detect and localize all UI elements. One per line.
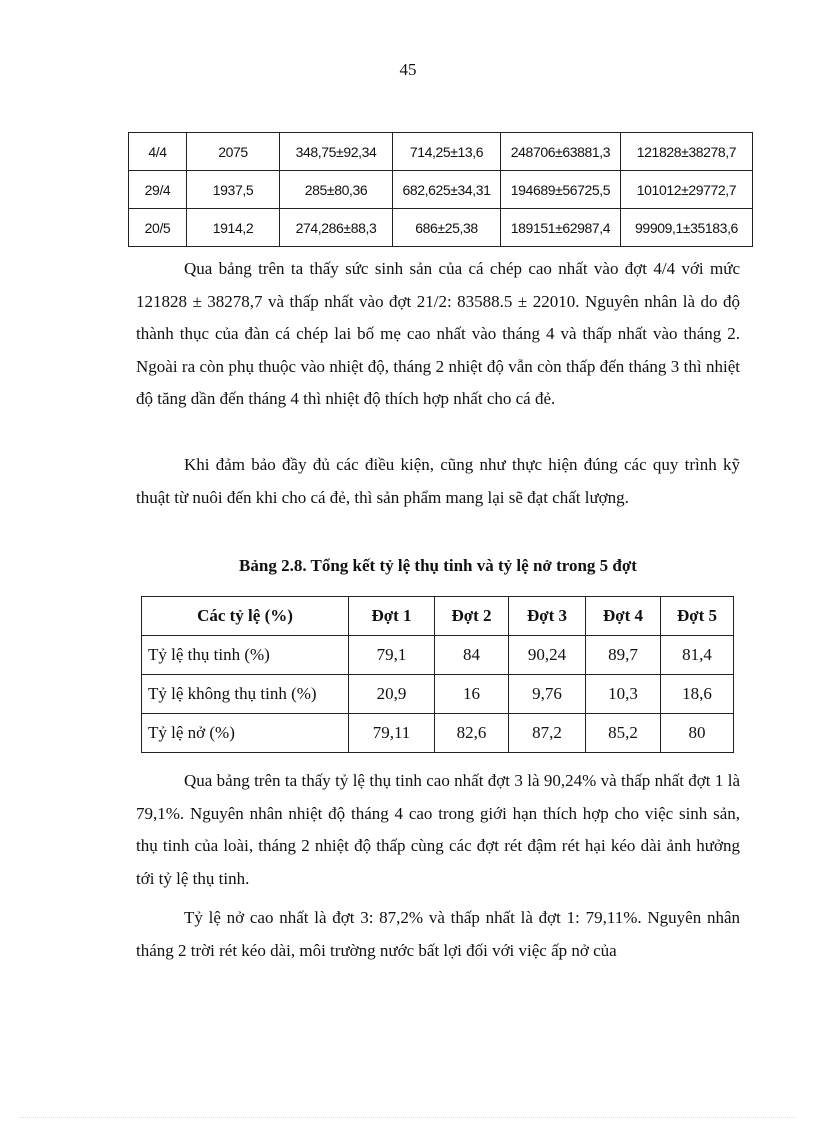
table-cell: 79,1 — [349, 636, 435, 675]
table-cell: 248706±63881,3 — [501, 133, 621, 171]
table-cell: 90,24 — [509, 636, 586, 675]
table-cell: 89,7 — [586, 636, 661, 675]
table-cell: 20,9 — [349, 675, 435, 714]
spawning-table — [128, 132, 753, 247]
table-cell: 82,6 — [435, 714, 509, 753]
table-cell: 682,625±34,31 — [393, 171, 501, 209]
table-cell: 80 — [661, 714, 734, 753]
table-cell: 189151±62987,4 — [501, 209, 621, 247]
table-row — [142, 636, 734, 675]
table-cell: 20/5 — [129, 209, 187, 247]
column-header: Đợt 1 — [349, 597, 435, 636]
table-cell: 29/4 — [129, 171, 187, 209]
table-header-row — [142, 597, 734, 636]
table-cell: 121828±38278,7 — [621, 133, 753, 171]
table-cell: 79,11 — [349, 714, 435, 753]
table-cell: 18,6 — [661, 675, 734, 714]
table-cell: 1937,5 — [187, 171, 280, 209]
row-label: Tỷ lệ nở (%) — [142, 714, 349, 753]
table-row — [142, 714, 734, 753]
fertilization-table — [141, 596, 734, 753]
table-cell: 99909,1±35183,6 — [621, 209, 753, 247]
table-row — [129, 171, 753, 209]
table-cell: 714,25±13,6 — [393, 133, 501, 171]
column-header: Đợt 3 — [509, 597, 586, 636]
column-header: Đợt 2 — [435, 597, 509, 636]
table-cell: 10,3 — [586, 675, 661, 714]
table-cell: 87,2 — [509, 714, 586, 753]
table-cell: 285±80,36 — [280, 171, 393, 209]
paragraph-fecundity: Qua bảng trên ta thấy sức sinh sản của cá chép cao nhất vào đợt 4/4 với mức 121828 ± 38278,7 và thấp nhất vào đợt 21/2: 83588.5 ± 22010. Nguyên nhân là do độ thành thục của đàn cá chép lai bố mẹ cao nhất vào tháng 4 và thấp nhất vào tháng 2. Ngoài ra còn phụ thuộc vào nhiệt độ, tháng 2 nhiệt độ vẫn còn thấp đến tháng 3 thì nhiệt độ tăng dần đến tháng 4 thì nhiệt độ thích hợp nhất cho cá đẻ. — [136, 259, 740, 409]
table-cell: 9,76 — [509, 675, 586, 714]
table-cell: 686±25,38 — [393, 209, 501, 247]
table-cell: 81,4 — [661, 636, 734, 675]
table-cell: 274,286±88,3 — [280, 209, 393, 247]
row-label: Tỷ lệ thụ tinh (%) — [142, 636, 349, 675]
page-number: 45 — [399, 60, 417, 79]
column-header: Đợt 5 — [661, 597, 734, 636]
table-cell: 85,2 — [586, 714, 661, 753]
paragraph-hatching: Tỷ lệ nở cao nhất là đợt 3: 87,2% và thấp nhất là đợt 1: 79,11%. Nguyên nhân tháng 2 trời rét kéo dài, môi trường nước bất lợi đối với việc ấp nở của — [136, 908, 740, 960]
table-cell: 16 — [435, 675, 509, 714]
page-bottom-border — [20, 1117, 796, 1118]
table-cell: 101012±29772,7 — [621, 171, 753, 209]
paragraph-fertilization: Qua bảng trên ta thấy tỷ lệ thụ tinh cao nhất đợt 3 là 90,24% và thấp nhất đợt 1 là 79,1%. Nguyên nhân nhiệt độ tháng 4 cao trong giới hạn thích hợp cho việc sinh sản, thụ tinh của loài, tháng 2 nhiệt độ thấp cùng các đợt rét đậm rét hại kéo dài ảnh hưởng tới tỷ lệ thụ tinh. — [136, 771, 740, 888]
table-cell: 84 — [435, 636, 509, 675]
table-cell: 194689±56725,5 — [501, 171, 621, 209]
table-cell: 348,75±92,34 — [280, 133, 393, 171]
table-cell: 1914,2 — [187, 209, 280, 247]
row-label: Tỷ lệ không thụ tinh (%) — [142, 675, 349, 714]
table-row — [129, 209, 753, 247]
table-row — [129, 133, 753, 171]
table-caption: Bảng 2.8. Tổng kết tỷ lệ thụ tinh và tỷ lệ nở trong 5 đợt — [239, 556, 637, 575]
column-header: Đợt 4 — [586, 597, 661, 636]
table-cell: 4/4 — [129, 133, 187, 171]
table-row — [142, 675, 734, 714]
column-header: Các tỷ lệ (%) — [142, 597, 349, 636]
table-cell: 2075 — [187, 133, 280, 171]
paragraph-conditions: Khi đảm bảo đầy đủ các điều kiện, cũng như thực hiện đúng các quy trình kỹ thuật từ nuôi đến khi cho cá đẻ, thì sản phẩm mang lại sẽ đạt chất lượng. — [136, 455, 740, 507]
